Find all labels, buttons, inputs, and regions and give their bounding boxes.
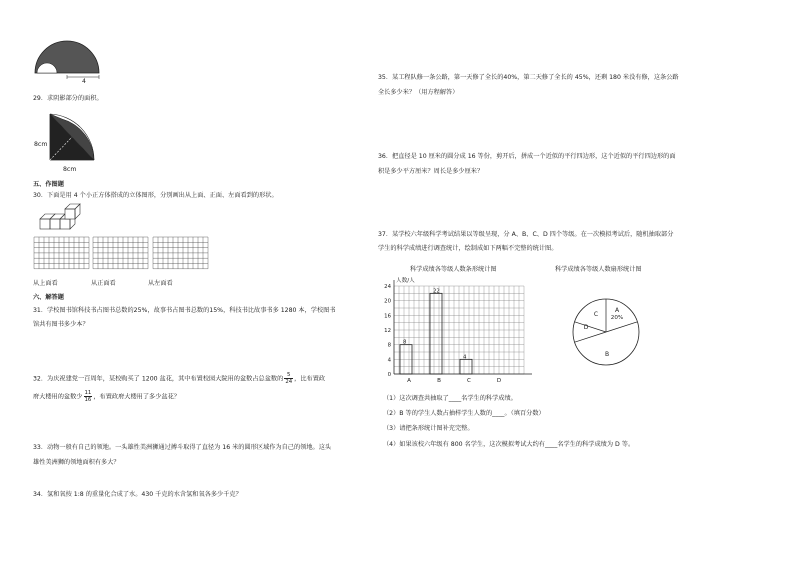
- y-tick-label: 24: [384, 284, 391, 290]
- q37-sub2: （2）B 等的学生人数占抽样学生人数的____。（填百分数）: [383, 410, 545, 417]
- semicircle-figure: [34, 38, 100, 82]
- pie-chart: [570, 296, 650, 376]
- y-tick-label: 8: [387, 342, 391, 349]
- q37-line1: 37．某学校六年级科学考试结果以等级呈现，分 A、B、C、D 四个等级。在一次模拟考试后，随机抽取部分: [378, 231, 674, 238]
- q34: 34．氢和氧按 1:8 的重量化合成了水。430 千克的水含氢和氧各多少千克？: [33, 491, 242, 498]
- section-5-heading: 五、作图题: [33, 181, 64, 188]
- bar-chart: [374, 274, 544, 386]
- x-tick-label: C: [467, 378, 471, 384]
- grid-top-view: [34, 237, 89, 270]
- y-tick-label: 0: [387, 372, 391, 378]
- q37-sub1: （1）这次调查共抽取了____名学生的科学成绩。: [383, 395, 517, 402]
- bar-value-label: 4: [463, 354, 467, 361]
- bar-chart-title: 科学成绩各等级人数条形统计图: [410, 266, 497, 273]
- q31-line1: 31．学校图书馆科技书占图书总数的25%，故事书占图书总数的15%，科技书比故事书多 1280 本，学校图书: [33, 307, 336, 314]
- pie-slice-percent: 20%: [610, 315, 624, 321]
- section-6-heading: 六、解答题: [33, 294, 64, 301]
- cube-solid-figure: [38, 205, 88, 235]
- x-tick-label: B: [437, 378, 441, 384]
- q32-line1: 32．为庆祝建党一百周年，某校购买了 1200 盆花，其中布置校园大院用的盆数占总盆数的 $\frac{5}{24}$ ，比布置政: [33, 372, 326, 385]
- pie-slice-boundary: [575, 322, 606, 332]
- fig2-bottom-label: 8cm: [63, 166, 77, 173]
- pie-slice-boundary: [575, 332, 606, 342]
- grid-left-view: [153, 237, 208, 270]
- pie-slice-label: B: [604, 351, 610, 358]
- square-sector-figure: [48, 110, 108, 170]
- y-tick-label: 20: [384, 298, 391, 305]
- bar-value-label: 22: [433, 288, 440, 295]
- bar-chart-grid: [394, 286, 524, 374]
- pie-slice-boundary: [606, 322, 637, 332]
- y-tick-label: 16: [384, 313, 391, 320]
- q37-line2: 学生的科学成绩进行调查统计，绘制成如下两幅不完整的统计图。: [378, 245, 558, 252]
- view-label-left: 从左面看: [148, 280, 173, 287]
- y-tick-label: 4: [387, 357, 391, 364]
- q37-sub3: （3）请把条形统计图补充完整。: [383, 425, 474, 432]
- view-label-front: 从正面看: [91, 280, 116, 287]
- q35-line1: 35．某工程队修一条公路，第一天修了全长的40%，第二天修了全长的 45%，还剩 180 米没有修，这条公路: [378, 74, 679, 81]
- q30: 30．下面是用 4 个小正方体搭成的立体图形，分别画出从上面、正面、左面看到的形状。: [33, 192, 278, 199]
- q37-sub4: （4）如果该校六年级有 800 名学生，这次模拟考试大约有____名学生的科学成绩为 D 等。: [383, 441, 635, 448]
- fraction-5-24: $\frac{5}{24}$: [285, 372, 293, 385]
- y-axis-label: 人数/人: [396, 278, 415, 284]
- q31-line2: 馆共有图书多少本？: [33, 321, 89, 328]
- view-label-top: 从上面看: [33, 280, 58, 287]
- pie-slice-label: D: [583, 324, 589, 331]
- q35-line2: 全长多少米？（用方程解答）: [378, 89, 459, 96]
- q33-line1: 33．动物一般有自己的领地。一头雄性美洲狮通过搏斗取得了直径为 16 米的圆形区域作为自己的领地。这头: [33, 444, 332, 451]
- pie-slice-label: A: [614, 307, 620, 314]
- fig1-dimension: 4: [82, 78, 86, 85]
- bar-value-label: 8: [403, 339, 407, 346]
- q36-line2: 积是多少平方厘米？周长是多少厘米？: [378, 168, 484, 175]
- q33-line2: 雄性美洲狮的领地面积有多大？: [33, 459, 120, 466]
- x-tick-label: D: [496, 378, 502, 384]
- pie-slice-label: C: [593, 311, 599, 318]
- bar: [430, 293, 442, 374]
- q32-line2: 府大楼用的盆数少 $\frac{11}{16}$ ，布置政府大楼用了多少盆花？: [33, 390, 180, 403]
- q29: 29．求阴影部分的面积。: [33, 95, 103, 102]
- fraction-11-16: $\frac{11}{16}$: [84, 390, 92, 403]
- pie-chart-title: 科学成绩各等级人数扇形统计图: [555, 266, 642, 273]
- fig2-side-label: 8cm: [34, 141, 48, 148]
- grid-front-view: [93, 237, 148, 270]
- q36-line1: 36．把直径是 10 厘米的圆分成 16 等份，剪开后，拼成一个近似的平行四边形，这个近似的平行四边形的面: [378, 153, 676, 160]
- x-tick-label: A: [407, 378, 411, 384]
- y-tick-label: 12: [384, 328, 391, 334]
